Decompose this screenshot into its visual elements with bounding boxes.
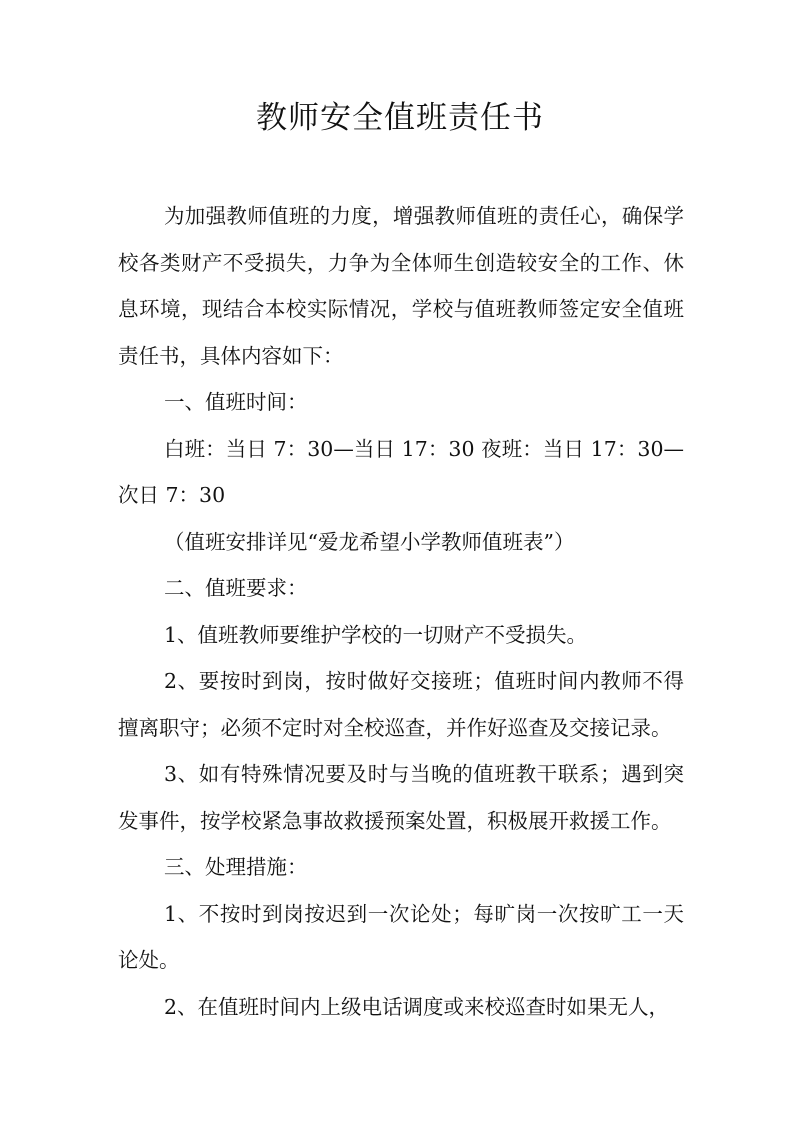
requirement-item-2: 2、要按时到岗，按时做好交接班；值班时间内教师不得擅离职守；必须不定时对全校巡查，并作好巡查及交接记录。 [118,669,684,740]
document-body [118,193,684,1030]
paragraph-schedule-note: （值班安排详见“爱龙希望小学教师值班表”） [164,529,575,554]
paragraph-intro: 为加强教师值班的力度，增强教师值班的责任心，确保学校各类财产不受损失，力争为全体师生创造较安全的工作、休息环境，现结合本校实际情况，学校与值班教师签定安全值班责任书，具体内容如下： [118,204,684,368]
measure-item-1: 1、不按时到岗按迟到一次论处；每旷岗一次按旷工一天论处。 [118,901,684,972]
document-title: 教师安全值班责任书 [256,100,544,136]
paragraph-shift-hours: 白班：当日 7：30—当日 17：30 夜班：当日 17：30—次日 7：30 [118,436,684,507]
measure-item-2: 2、在值班时间内上级电话调度或来校巡查时如果无人， [164,994,670,1019]
section-heading-duty-time: 一、值班时间： [164,390,308,414]
requirement-item-3: 3、如有特殊情况要及时与当晚的值班教干联系；遇到突发事件，按学校紧急事故救援预案处置，积极展开救援工作。 [118,762,684,833]
requirement-item-1: 1、值班教师要维护学校的一切财产不受损失。 [164,622,588,647]
section-heading-duty-requirements: 二、值班要求： [164,576,308,600]
section-heading-measures: 三、处理措施： [164,855,308,879]
